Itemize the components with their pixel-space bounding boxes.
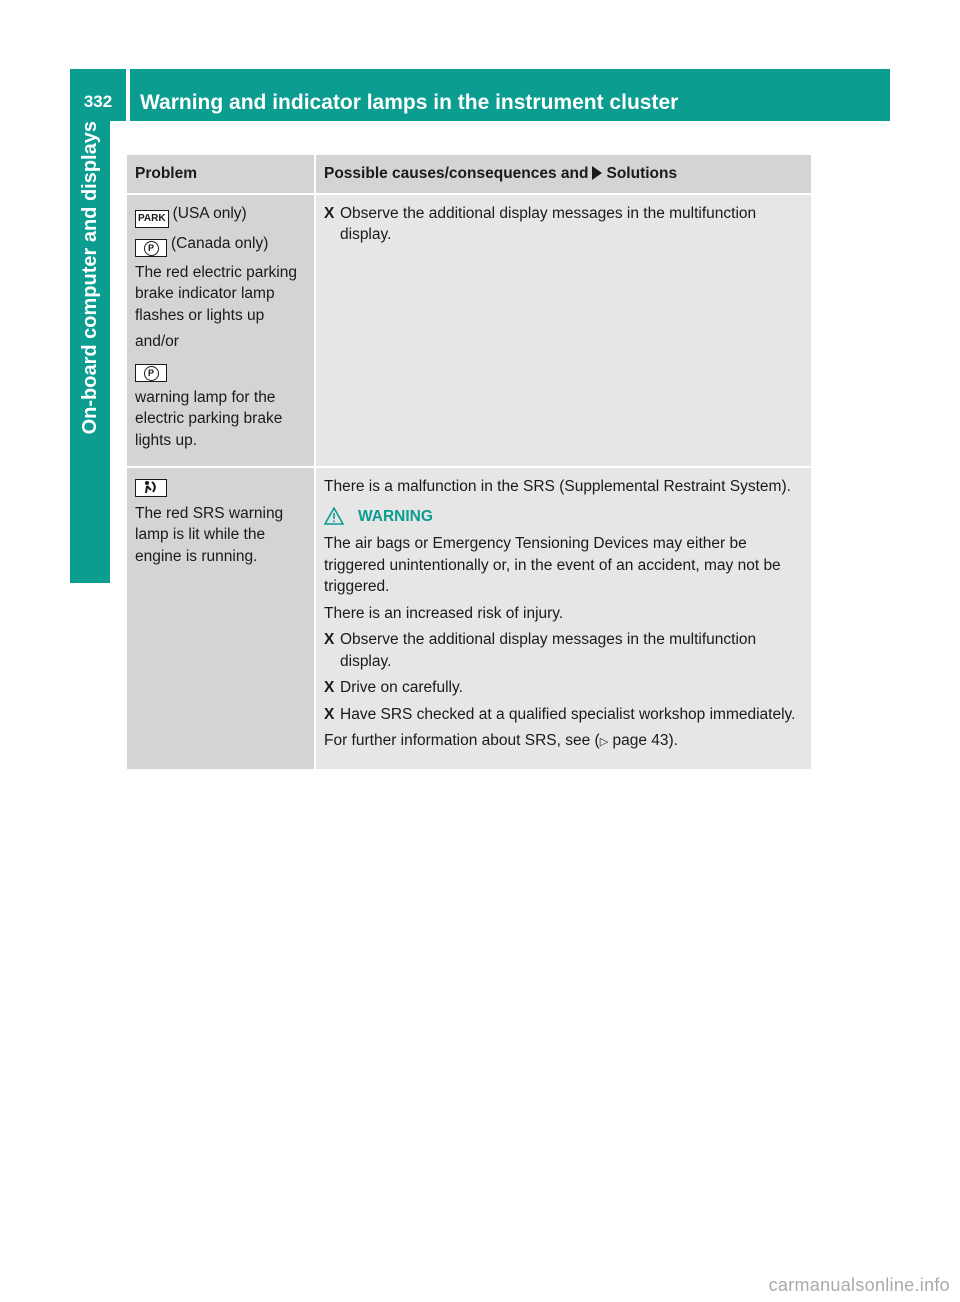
park-lamp-icon: PARK	[135, 210, 169, 228]
step-x-icon: X	[324, 631, 335, 648]
problem-cell	[127, 467, 315, 770]
table-row	[127, 194, 811, 468]
step-x-icon: X	[324, 679, 335, 696]
solution-step-text: Drive on carefully.	[340, 679, 463, 696]
parking-brake-lamp-icon	[135, 239, 167, 257]
watermark: carmanualsonline.info	[768, 1275, 950, 1295]
canada-only-note: (Canada only)	[171, 234, 269, 252]
solution-cell	[315, 467, 811, 770]
table-header-row	[127, 155, 811, 194]
malfunction-intro: There is a malfunction in the SRS (Supplemental Restraint System).	[324, 478, 791, 495]
page-title: Warning and indicator lamps in the instrument cluster	[140, 91, 679, 114]
column-header-solution-post: Solutions	[606, 165, 678, 182]
parking-brake-warning-lamp-icon	[135, 364, 167, 382]
risk-text: There is an increased risk of injury.	[324, 604, 564, 622]
solution-cell	[315, 194, 811, 468]
page-ref-triangle-icon: ▷	[599, 736, 609, 748]
airbag-glyph	[141, 480, 161, 494]
solution-step-text: Observe the additional display messages in the multifunction display.	[340, 631, 757, 670]
page-header	[70, 69, 890, 121]
lamp-table	[127, 155, 811, 771]
solution-arrow-icon	[592, 166, 602, 180]
and-or-text: and/or	[135, 333, 179, 350]
warning-heading	[324, 506, 803, 528]
solution-step	[324, 677, 803, 699]
solution-step	[324, 203, 803, 246]
usa-only-note: (USA only)	[172, 204, 247, 222]
solution-step	[324, 704, 803, 726]
step-x-icon: X	[324, 204, 335, 222]
further-info-text: For further information about SRS, see (	[324, 732, 600, 749]
column-header-problem: Problem	[127, 155, 315, 194]
further-info	[324, 730, 803, 754]
problem-description: The red SRS warning lamp is lit while the engine is running.	[135, 504, 284, 565]
header-divider	[126, 69, 130, 121]
problem-description-2: warning lamp for the electric parking brake lights up.	[135, 388, 283, 449]
table-row	[127, 467, 811, 770]
problem-cell	[127, 194, 315, 468]
warning-text: The air bags or Emergency Tensioning Devices may either be triggered unintentionally or, in the event of an accident, may not be triggered.	[324, 535, 781, 595]
column-header-solution	[315, 155, 811, 194]
page-ref-link[interactable]: page 43).	[612, 732, 678, 749]
step-x-icon: X	[324, 705, 335, 723]
solution-step	[324, 629, 803, 672]
solution-step-text: Have SRS checked at a qualified specialist workshop immediately.	[340, 705, 796, 723]
warning-triangle-icon	[324, 507, 344, 525]
warning-label: WARNING	[358, 507, 433, 525]
solution-step-text: Observe the additional display messages in the multifunction display.	[340, 204, 757, 243]
page-number: 332	[83, 92, 113, 111]
parking-brake-warning-p-glyph: P	[144, 366, 159, 381]
section-side-label-text: On-board computer and displays	[79, 121, 101, 435]
column-header-solution-pre: Possible causes/consequences and	[324, 165, 589, 182]
parking-brake-p-glyph: P	[144, 241, 159, 256]
airbag-icon	[135, 479, 167, 497]
problem-description: The red electric parking brake indicator lamp flashes or lights up	[135, 263, 297, 324]
